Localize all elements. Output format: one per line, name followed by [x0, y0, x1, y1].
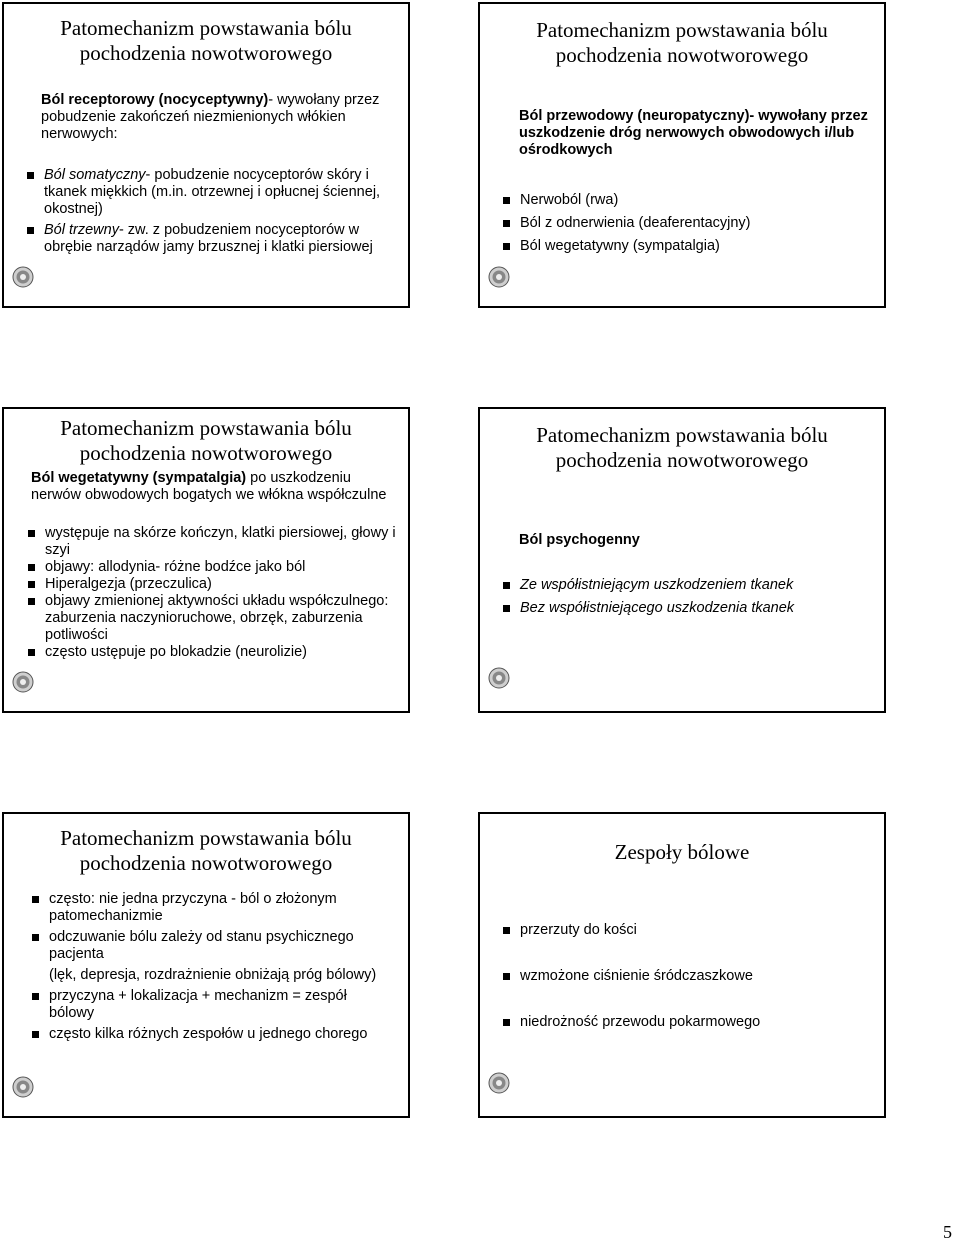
item-text: Ból z odnerwienia (deaferentacyjny)	[520, 215, 751, 231]
list-item	[27, 559, 405, 576]
title-line: pochodzenia nowotworowego	[555, 448, 809, 472]
lead-bold: Ból wegetatywny (sympatalgia)	[31, 470, 247, 486]
list-item	[31, 967, 381, 984]
slide-title	[4, 16, 408, 66]
medical-seal-icon	[488, 667, 510, 689]
title-line: pochodzenia nowotworowego	[79, 441, 333, 465]
list-item	[31, 988, 381, 1022]
bullet-list	[26, 167, 382, 256]
list-item	[27, 525, 405, 559]
slide-lead	[41, 92, 386, 143]
square-bullet-icon	[503, 605, 510, 612]
title-line: Patomechanizm powstawania bólu	[536, 18, 828, 42]
title-line: pochodzenia nowotworowego	[79, 851, 333, 875]
item-text: - zw. z pobudzeniem nocyceptorów w obrębie narządów jamy brzusznej i klatki piersiowej	[44, 222, 373, 255]
list-item	[502, 1014, 872, 1031]
slide-2	[478, 2, 886, 308]
square-bullet-icon	[28, 564, 35, 571]
medical-seal-icon	[12, 1076, 34, 1098]
list-item	[502, 192, 872, 209]
lead-bold: Ból receptorowy (nocyceptywny)	[41, 92, 269, 108]
title-line: Patomechanizm powstawania bólu	[60, 826, 352, 850]
slide-lead: Ból psychogenny	[519, 532, 640, 548]
medical-seal-icon	[12, 266, 34, 288]
list-item	[502, 577, 872, 594]
slide-title	[480, 423, 884, 473]
slide-title	[4, 416, 408, 466]
square-bullet-icon	[503, 582, 510, 589]
list-item	[26, 222, 382, 256]
square-bullet-icon	[27, 227, 34, 234]
slide-4	[478, 407, 886, 713]
bullet-list	[502, 922, 872, 1031]
square-bullet-icon	[503, 1019, 510, 1026]
square-bullet-icon	[503, 197, 510, 204]
list-item	[502, 238, 872, 255]
title-line: pochodzenia nowotworowego	[79, 41, 333, 65]
square-bullet-icon	[503, 220, 510, 227]
item-text: Hiperalgezja (przeczulica)	[45, 576, 212, 592]
slide-title	[4, 826, 408, 876]
list-item	[31, 1026, 381, 1043]
item-text: często kilka różnych zespołów u jednego chorego	[49, 1026, 368, 1042]
slide-5	[2, 812, 410, 1118]
item-text: Ze współistniejącym uszkodzeniem tkanek	[520, 577, 794, 593]
item-text: przyczyna + lokalizacja + mechanizm = zespół bólowy	[49, 988, 347, 1021]
square-bullet-icon	[32, 896, 39, 903]
list-item	[31, 929, 381, 963]
item-text: przerzuty do kości	[520, 922, 637, 938]
item-text: (lęk, depresja, rozdrażnienie obniżają próg bólowy)	[49, 967, 377, 983]
item-text: Nerwoból (rwa)	[520, 192, 619, 208]
square-bullet-icon	[32, 1031, 39, 1038]
title-line: Patomechanizm powstawania bólu	[60, 16, 352, 40]
slide-title	[480, 840, 884, 865]
item-text: objawy zmienionej aktywności układu współczulnego: zaburzenia naczynioruchowe, obrzęk, zaburzenia potliwości	[45, 593, 389, 643]
square-bullet-icon	[503, 243, 510, 250]
medical-seal-icon	[12, 671, 34, 693]
item-text: Ból wegetatywny (sympatalgia)	[520, 238, 720, 254]
slide-title	[480, 18, 884, 68]
slide-lead	[31, 470, 391, 504]
list-item	[27, 644, 405, 661]
slide-6	[478, 812, 886, 1118]
square-bullet-icon	[503, 927, 510, 934]
square-bullet-icon	[503, 973, 510, 980]
item-italic: Ból trzewny	[44, 222, 119, 238]
slide-1	[2, 2, 410, 308]
medical-seal-icon	[488, 266, 510, 288]
item-text: występuje na skórze kończyn, klatki piersiowej, głowy i szyi	[45, 525, 396, 558]
title-line: pochodzenia nowotworowego	[555, 43, 809, 67]
list-item	[26, 167, 382, 218]
list-item	[502, 968, 872, 985]
bullet-list	[27, 525, 405, 661]
square-bullet-icon	[27, 172, 34, 179]
item-italic: Ból somatyczny	[44, 167, 146, 183]
square-bullet-icon	[28, 598, 35, 605]
item-text: wzmożone ciśnienie śródczaszkowe	[520, 968, 753, 984]
list-item	[502, 922, 872, 939]
item-text: odczuwanie bólu zależy od stanu psychicznego pacjenta	[49, 929, 354, 962]
item-text: Bez współistniejącego uszkodzenia tkanek	[520, 600, 795, 616]
bullet-list	[31, 891, 381, 1043]
square-bullet-icon	[28, 530, 35, 537]
medical-seal-icon	[488, 1072, 510, 1094]
square-bullet-icon	[32, 934, 39, 941]
list-item	[27, 576, 405, 593]
list-item	[27, 593, 405, 644]
lead-text: po uszkodzeniu nerwów obwodowych bogatych we włókna współczulne	[31, 470, 387, 503]
lead-text: - wywołany przez pobudzenie zakończeń niezmienionych włókien nerwowych:	[41, 92, 380, 142]
square-bullet-icon	[32, 993, 39, 1000]
title-line: Zespoły bólowe	[614, 840, 750, 864]
title-line: Patomechanizm powstawania bólu	[536, 423, 828, 447]
item-text: objawy: allodynia- różne bodźce jako ból	[45, 559, 306, 575]
item-text: niedrożność przewodu pokarmowego	[520, 1014, 761, 1030]
slide-3	[2, 407, 410, 713]
item-text: często ustępuje po blokadzie (neurolizie)	[45, 644, 307, 660]
item-text: często: nie jedna przyczyna - ból o złożonym patomechanizmie	[49, 891, 337, 924]
slide-lead: Ból przewodowy (neuropatyczny)- wywołany przez uszkodzenie dróg nerwowych obwodowych i/lub ośrodkowych	[519, 108, 868, 158]
list-item	[502, 215, 872, 232]
bullet-list	[502, 577, 872, 617]
page-number: 5	[943, 1222, 952, 1242]
bullet-list	[502, 192, 872, 255]
list-item	[502, 600, 872, 617]
title-line: Patomechanizm powstawania bólu	[60, 416, 352, 440]
item-text: - pobudzenie nocyceptorów skóry i tkanek miękkich (m.in. otrzewnej i opłucnej ściennej, okostnej)	[44, 167, 381, 217]
list-item	[31, 891, 381, 925]
square-bullet-icon	[28, 581, 35, 588]
square-bullet-icon	[28, 649, 35, 656]
